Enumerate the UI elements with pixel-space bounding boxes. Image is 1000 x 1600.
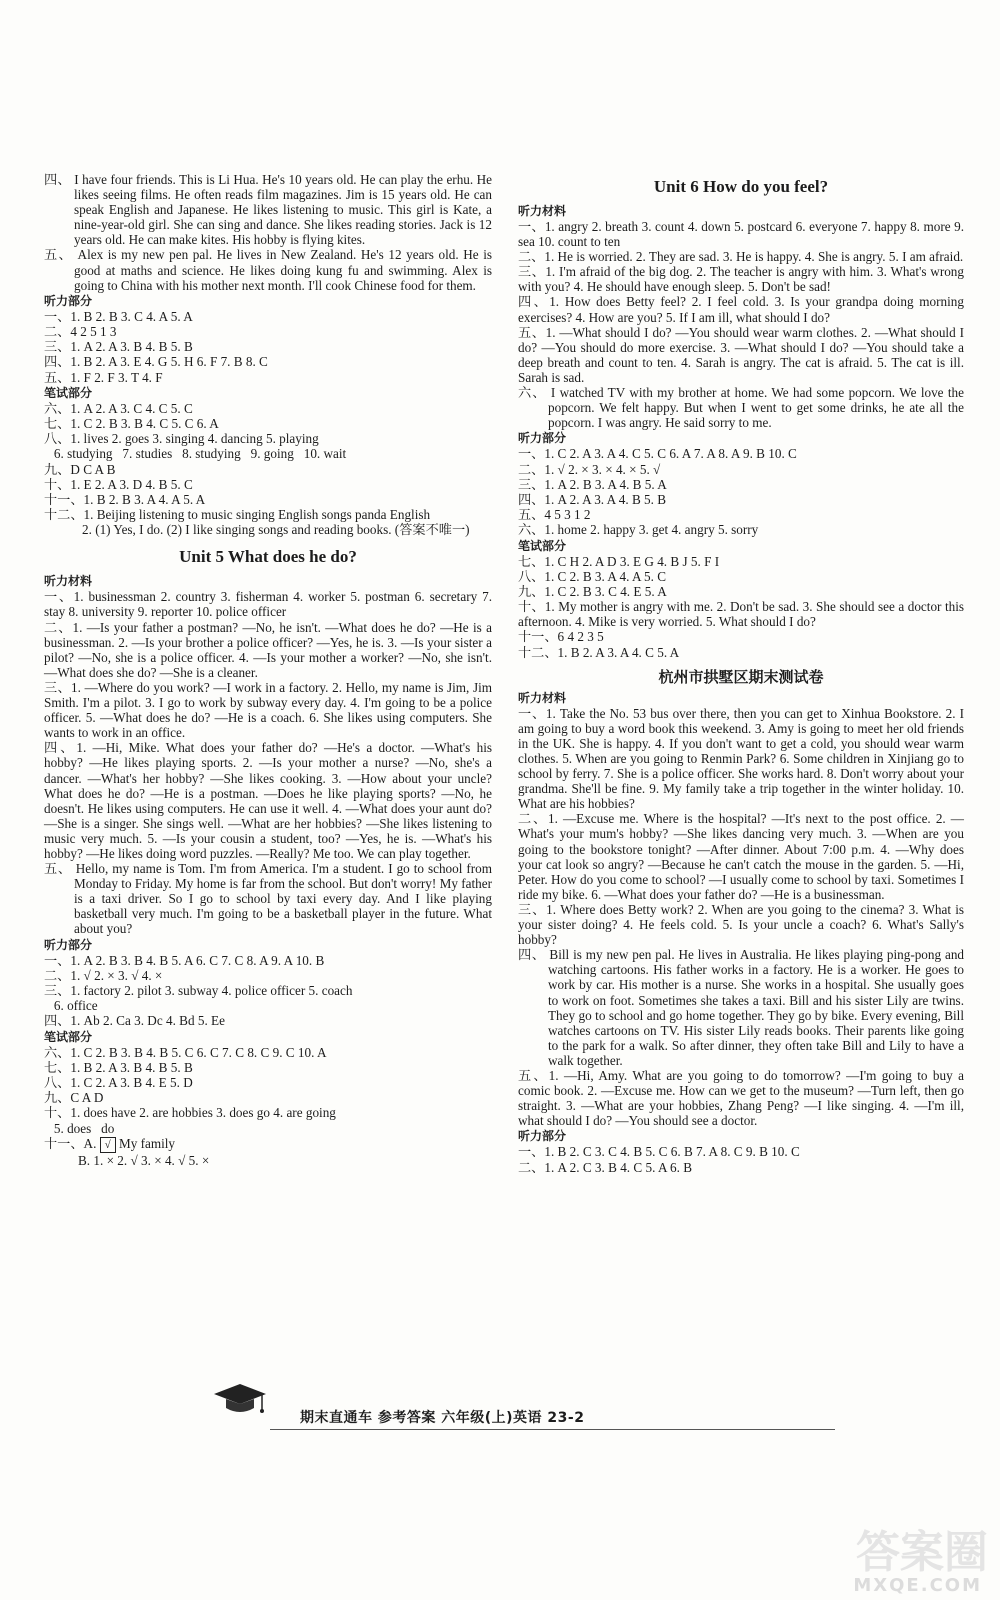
answer-line: 八、1. lives 2. goes 3. singing 4. dancing 5. playing bbox=[44, 431, 319, 447]
u6-material-3: 三、1. I'm afraid of the big dog. 2. The teacher is angry with him. 3. What's wrong with you? 4. He should have enough sleep. 5. Don't be sad! bbox=[518, 264, 964, 295]
exam-material-heading: 听力材料 bbox=[518, 690, 567, 705]
u5-listen-answers bbox=[44, 953, 492, 1029]
answer-line: 一、1. A 2. B 3. B 4. B 5. A 6. C 7. C 8. A 9. A 10. B bbox=[44, 952, 325, 968]
u6-material-2: 二、1. He is worried. 2. They are sad. 3. He is happy. 4. She is angry. 5. I am afraid. bbox=[518, 249, 964, 265]
u4-passage-4-text: I have four friends. This is Li Hua. He's 10 years old. He can play the erhu. He likes seeing films. He often reads film magazines. Jim is 15 years old. He can speak English and Japanese. He likes listening to music. This girl is Kate, a nine-year-old girl. She can sing and dance. She likes reading stories. Jack is 12 years old. He can make kites. His hobby is flying kites. bbox=[74, 172, 493, 248]
u4-write-answers bbox=[44, 401, 492, 507]
answer-line: 5. does do bbox=[44, 1120, 115, 1136]
answer-line: 七、1. B 2. A 3. B 4. B 5. B bbox=[44, 1059, 193, 1075]
u6-answer-11: 十一、6 4 2 3 5 bbox=[518, 629, 604, 645]
u6-passage-6-label: 六、 bbox=[518, 385, 547, 401]
u6-write-heading: 笔试部分 bbox=[518, 538, 567, 553]
answer-line: 九、1. C 2. B 3. C 4. E 5. A bbox=[518, 583, 667, 599]
answer-line: 八、1. C 2. B 3. A 4. A 5. C bbox=[518, 568, 667, 584]
u5-write-answers bbox=[44, 1045, 492, 1168]
checkbox-checked: √ bbox=[100, 1137, 116, 1153]
watermark-site: MXQE.COM bbox=[853, 1575, 982, 1596]
left-column bbox=[44, 172, 492, 1168]
answer-line: 四、1. B 2. A 3. E 4. G 5. H 6. F 7. B 8. C bbox=[44, 354, 268, 370]
answer-line: 6. office bbox=[44, 998, 98, 1014]
u4-passage-5 bbox=[44, 247, 492, 292]
u5-material-4: 四、1. —Hi, Mike. What does your father do? —He's a doctor. —What's his hobby? —He likes playing sports. 2. —Is your mother a nurse? —No, she's a dancer. —What's her hobby? —She likes cooking. 3. —How about your uncle? What does he do? —He is a postman. —Does he like playing sports? —No, he doesn't. He likes using computers. He can use it well. 4. —What does your aunt do? —She is a singer. She sings well. —What are her hobbies? —She likes listening to music very much. 5. —Is your cousin a student, too? —Yes, he is. —What's his hobby? —He likes doing word puzzles. —Really? Me too. We can play together. bbox=[44, 740, 492, 861]
exam-material-5: 五、1. —Hi, Amy. What are you going to do tomorrow? —I'm going to buy a comic book. 2. —Excuse me. How can we get to the museum? —Turn left, then go straight. 3. —What are your hobbies, Zhang Peng? —I like singing. 4. —I'm ill, what should I do? —You should see a doctor. bbox=[518, 1067, 964, 1129]
u6-answer-12: 十二、1. B 2. A 3. A 4. C 5. A bbox=[518, 644, 680, 660]
u4-passage-4 bbox=[44, 172, 492, 247]
answer-line: 二、1. √ 2. × 3. × 4. × 5. √ bbox=[518, 461, 661, 477]
exam-material-1: 一、1. Take the No. 53 bus over there, then you can get to Xinhua Bookstore. 2. I am going to buy a word book this weekend. 3. Amy is going to meet her old friends in the UK. She is happy. 4. If you don't want to get a cold, you should wear warm clothes. 5. When are you going to Renmin Park? 6. Some children in Xinjiang go to school by ferry. 7. She is a police officer. She works hard. 8. Don't worry about your grandma. She'll be fine. 9. My family take a trip together in the winter holiday. 10. What are his hobbies? bbox=[518, 705, 964, 812]
exam-material-3: 三、1. Where does Betty work? 2. When are you going to the cinema? 3. What is your sister doing? 4. He feels cold. 5. Is your uncle a coach? 6. What's Sally's hobby? bbox=[518, 901, 964, 948]
u5-passage-5-label: 五、 bbox=[44, 861, 72, 877]
answer-line: 十、1. E 2. A 3. D 4. B 5. C bbox=[44, 476, 193, 492]
unit6-title: Unit 6 How do you feel? bbox=[653, 177, 829, 196]
exam-passage-4-label: 四、 bbox=[518, 947, 546, 963]
u6-listen-answers bbox=[518, 446, 964, 537]
u6-write-answers bbox=[518, 554, 964, 600]
u6-passage-6 bbox=[518, 385, 964, 430]
exam-title: 杭州市拱墅区期末测试卷 bbox=[658, 667, 824, 686]
answer-line: 三、1. factory 2. pilot 3. subway 4. police officer 5. coach bbox=[44, 982, 353, 998]
u5-material-1: 一、1. businessman 2. country 3. fisherman 4. worker 5. postman 6. secretary 7. stay 8. university 9. reporter 10. police officer bbox=[44, 589, 492, 620]
u4-passage-5-text: Alex is my new pen pal. He lives in New Zealand. He's 12 years old. He is good at maths and science. He likes doing kung fu and swimming. Alex is going to China with his mother next month. I'll cook Chinese food for them. bbox=[74, 247, 493, 293]
u6-material-5: 五、1. —What should I do? —You should wear warm clothes. 2. —What should I do? —You should do more exercise. 3. —What should I do? —You should take a deep breath and count to ten. 4. Sarah is angry. The cat is afraid. 5. The cat is ill. Sarah is sad. bbox=[518, 324, 964, 385]
answer-line: 五、4 5 3 1 2 bbox=[518, 507, 591, 523]
u5-listen-heading: 听力部分 bbox=[44, 937, 93, 952]
answer-line: 十、1. does have 2. are hobbies 3. does go 4. are going bbox=[44, 1105, 336, 1121]
answer-line: 四、1. Ab 2. Ca 3. Dc 4. Bd 5. Ee bbox=[44, 1013, 225, 1029]
u4-passage-5-label: 五、 bbox=[44, 247, 73, 263]
u5-material-3: 三、1. —Where do you work? —I work in a factory. 2. Hello, my name is Jim, Jim Smith. I'm a pilot. 3. I go to work by subway every day. 4. I'm going to be a police officer. 5. —What does he do? —He is a coach. 6. She likes using computers. She wants to work in an office. bbox=[44, 679, 492, 741]
exam-passage-4 bbox=[518, 947, 964, 1068]
exam-passage-4-text: Bill is my new pen pal. He lives in Australia. He likes playing ping-pong and watching cartoons. His father works in a factory. He is a worker. He goes to work by car. His mother is a nurse. She works in a hospital. She usually goes to work on foot. Sometimes she takes a taxi. Bill and his sister Lily are twins. They go to school and go home together. They go by bike. Every evening, Bill watches cartoons on TV. His sister Lily reads books. Their parents like going to the park for a walk. So after dinner, they often take Bill and Lily to have a walk together. bbox=[548, 947, 965, 1068]
u6-material-heading: 听力材料 bbox=[518, 204, 567, 218]
exam-listen-heading: 听力部分 bbox=[518, 1129, 567, 1144]
answer-line: 八、1. C 2. A 3. B 4. E 5. D bbox=[44, 1074, 193, 1090]
u5-write-heading: 笔试部分 bbox=[44, 1029, 93, 1044]
page-footer bbox=[200, 1395, 840, 1433]
answer-line: 十一、1. B 2. B 3. A 4. A 5. A bbox=[44, 491, 206, 507]
answer-line: 一、1. B 2. C 3. C 4. B 5. C 6. B 7. A 8. C 9. B 10. C bbox=[518, 1144, 800, 1160]
answer-line: 二、4 2 5 1 3 bbox=[44, 323, 117, 339]
answer-line-11b: B. 1. × 2. √ 3. × 4. √ 5. × bbox=[78, 1152, 210, 1168]
answer-line-11a bbox=[44, 1136, 492, 1153]
u6-answer-10: 十、1. My mother is angry with me. 2. Don't be sad. 3. She should see a doctor this afternoon. 4. Mike is very worried. 5. What should I do? bbox=[518, 599, 964, 630]
footer-divider bbox=[270, 1429, 835, 1430]
answer-line: 六、1. home 2. happy 3. get 4. angry 5. sorry bbox=[518, 522, 759, 538]
answer-line: 三、1. A 2. B 3. A 4. B 5. A bbox=[518, 476, 667, 492]
u6-passage-6-text: I watched TV with my brother at home. We had some popcorn. We love the popcorn. We felt happy. But when I went to get some drinks, he ate all the popcorn. I was angry. He said sorry to me. bbox=[548, 385, 964, 431]
answer-line: 四、1. A 2. A 3. A 4. B 5. B bbox=[518, 491, 667, 507]
exam-listen-answers bbox=[518, 1144, 964, 1174]
right-column bbox=[518, 176, 964, 1175]
answer-line: 七、1. C H 2. A D 3. E G 4. B J 5. F I bbox=[518, 553, 720, 569]
u5-passage-5-text: Hello, my name is Tom. I'm from America. I'm a student. I go to school from Monday to Friday. My home is far from the school. But don't worry! My father is a taxi driver. So I go to school by taxi every day. And I like playing basketball very much. I'm going to be a basketball player in the future. What about you? bbox=[74, 861, 493, 937]
answer-line: 一、1. B 2. B 3. C 4. A 5. A bbox=[44, 308, 193, 324]
unit5-title: Unit 5 What does he do? bbox=[179, 547, 357, 567]
answer-line: 九、C A D bbox=[44, 1090, 104, 1106]
exam-material-2: 二、1. —Excuse me. Where is the hospital? —It's next to the post office. 2. —What's your mum's hobby? —She likes dancing very much. 3. —When are you going to the bookstore tonight? —After dinner. About 7:00 p.m. 4. —Why does your cat look so angry? —Because he can't catch the mouse in the garden. 5. —Hi, Peter. How do you come to school? —I usually come to school by taxi. Sometimes I ride my bike. 6. —What does your father do? —He is a businessman. bbox=[518, 811, 964, 902]
u6-material-1: 一、1. angry 2. breath 3. count 4. down 5. postcard 6. everyone 7. happy 8. more 9. sea 10. count to ten bbox=[518, 219, 964, 250]
u4-write-heading: 笔试部分 bbox=[44, 385, 93, 400]
u6-listen-heading: 听力部分 bbox=[518, 431, 567, 446]
answer-line: 三、1. A 2. A 3. B 4. B 5. B bbox=[44, 339, 193, 355]
answer-line: 六、1. A 2. A 3. C 4. C 5. C bbox=[44, 400, 193, 416]
u4-listen-answers bbox=[44, 309, 492, 385]
answer-line: 二、1. A 2. C 3. B 4. C 5. A 6. B bbox=[518, 1159, 693, 1175]
u5-passage-5 bbox=[44, 861, 492, 936]
u4-listen-heading: 听力部分 bbox=[44, 293, 93, 308]
answer-line: 6. studying 7. studies 8. studying 9. going 10. wait bbox=[44, 446, 347, 462]
watermark-logo: 答案圈 bbox=[856, 1527, 988, 1578]
u5-material-heading: 听力材料 bbox=[44, 574, 93, 589]
answer-line: 九、D C A B bbox=[44, 461, 116, 477]
u4-answer-12b: 2. (1) Yes, I do. (2) I like singing songs and reading books. (答案不唯一) bbox=[82, 522, 470, 538]
u4-answer-12a: 十二、1. Beijing listening to music singing English songs panda English bbox=[44, 507, 431, 523]
answer-11a-text: My family bbox=[118, 1135, 176, 1151]
answer-line: 五、1. F 2. F 3. T 4. F bbox=[44, 369, 163, 385]
footer-text: 期末直通车 参考答案 六年级(上)英语 23-2 bbox=[300, 1410, 585, 1426]
answer-line: 一、1. C 2. A 3. A 4. C 5. C 6. A 7. A 8. A 9. B 10. C bbox=[518, 446, 797, 462]
u4-passage-4-label: 四、 bbox=[44, 172, 71, 187]
u6-material-4: 四、1. How does Betty feel? 2. I feel cold. 3. Is your grandpa doing morning exercises? 4. How are you? 5. If I am ill, what should I do? bbox=[518, 294, 964, 325]
answer-11a-prefix: 十一、A. bbox=[44, 1135, 97, 1151]
answer-line: 六、1. C 2. B 3. B 4. B 5. C 6. C 7. C 8. C 9. C 10. A bbox=[44, 1044, 327, 1060]
answer-line: 二、1. √ 2. × 3. √ 4. × bbox=[44, 967, 163, 983]
u5-material-2: 二、1. —Is your father a postman? —No, he isn't. —What does he do? —He is a businessman. 2. —Is your brother a police officer? —Yes, he is. 3. —Is your sister a pilot? —No, she is a police officer. 4. —Is your mother a worker? —No, she isn't. —What does she do? —She is a cleaner. bbox=[44, 619, 492, 680]
answer-line: 七、1. C 2. B 3. B 4. C 5. C 6. A bbox=[44, 415, 219, 431]
